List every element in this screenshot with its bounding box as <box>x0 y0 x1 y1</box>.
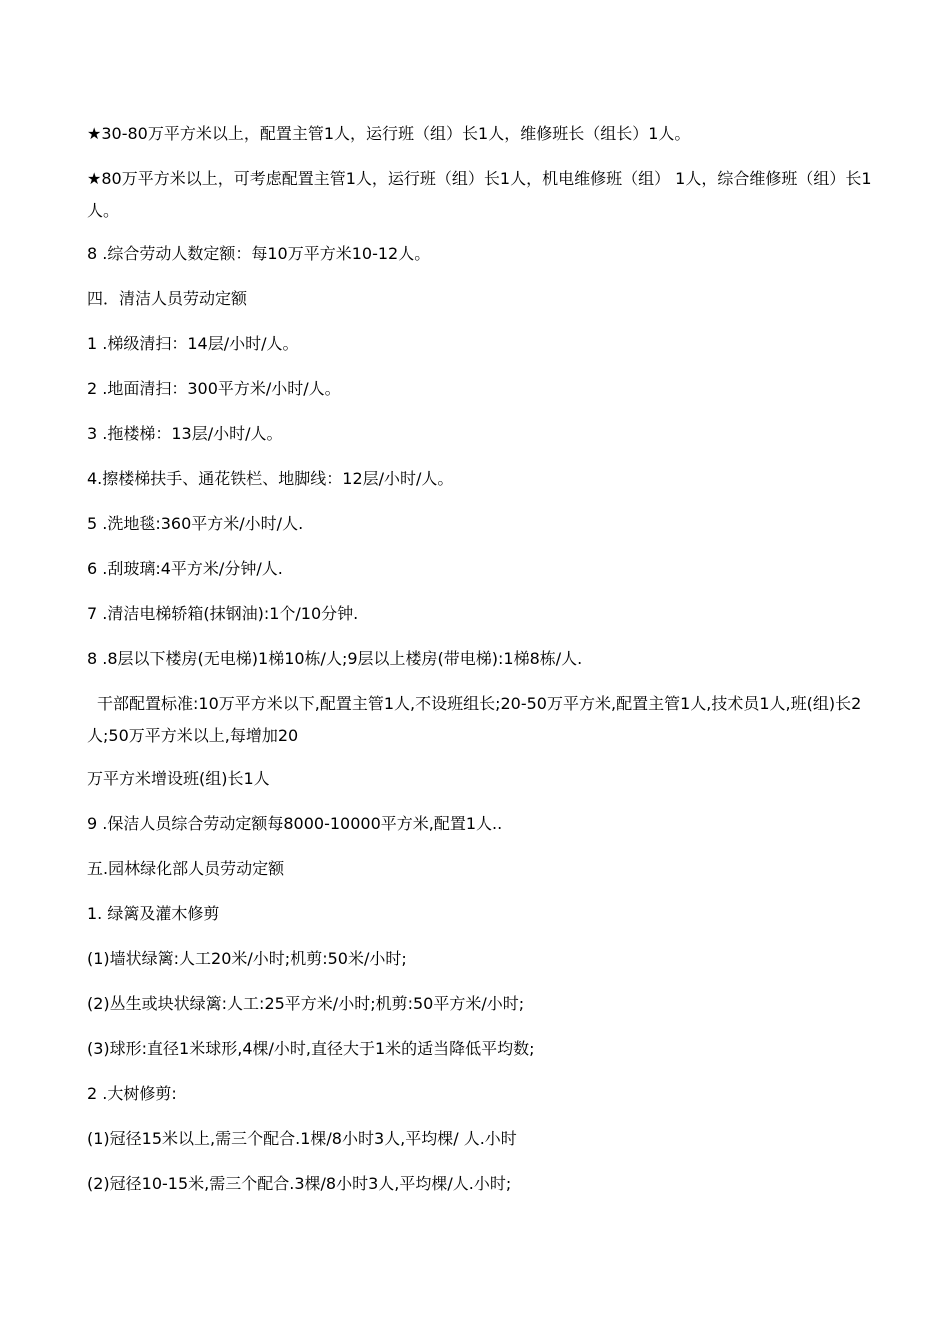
paragraph-comprehensive-quota: 8 .综合劳动人数定额：每10万平方米10-12人。 <box>87 244 431 263</box>
list-item-cleaner-quota: 9 .保洁人员综合劳动定额每8000-10000平方米,配置1人.. <box>87 814 503 833</box>
sub-item-crown-15m: (1)冠径15米以上,需三个配合.1棵/8小时3人,平均棵/ 人.小时 <box>87 1129 517 1148</box>
list-item-handrail-wiping: 4.擦楼梯扶手、通花铁栏、地脚线：12层/小时/人。 <box>87 469 454 488</box>
sub-item-clump-hedge: (2)丛生或块状绿篱:人工:25平方米/小时;机剪:50平方米/小时; <box>87 994 525 1013</box>
paragraph-staffing-80-plus: ★80万平方米以上，可考虑配置主管1人，运行班（组）长1人，机电维修班（组） 1人，综合维修班（组）长1人。 <box>87 169 872 220</box>
list-item-tree-pruning: 2 .大树修剪: <box>87 1084 177 1103</box>
list-item-stair-sweeping: 1 .梯级清扫：14层/小时/人。 <box>87 334 299 353</box>
list-item-glass-scraping: 6 .刮玻璃:4平方米/分钟/人. <box>87 559 283 578</box>
list-item-carpet-washing: 5 .洗地毯:360平方米/小时/人. <box>87 514 304 533</box>
section-heading-landscaping: 五.园林绿化部人员劳动定额 <box>87 859 285 878</box>
sub-item-wall-hedge: (1)墙状绿篱:人工20米/小时;机剪:50米/小时; <box>87 949 407 968</box>
list-item-stair-mopping: 3 .拖楼梯：13层/小时/人。 <box>87 424 283 443</box>
sub-item-ball-shape: (3)球形:直径1米球形,4棵/小时,直径大于1米的适当降低平均数; <box>87 1039 535 1058</box>
list-item-floor-sweeping: 2 .地面清扫：300平方米/小时/人。 <box>87 379 341 398</box>
list-item-elevator-cleaning: 7 .清洁电梯轿箱(抹钢油):1个/10分钟. <box>87 604 359 623</box>
paragraph-cadre-standard: 干部配置标准:10万平方米以下,配置主管1人,不设班组长;20-50万平方米,配置主管1人,技术员1人,班(组)长2人;50万平方米以上,每增加20 <box>87 694 862 745</box>
section-heading-cleaning: 四．清洁人员劳动定额 <box>87 289 248 308</box>
list-item-hedge-pruning: 1. 绿篱及灌木修剪 <box>87 904 220 923</box>
sub-item-crown-10-15m: (2)冠径10-15米,需三个配合.3棵/8小时3人,平均棵/人.小时; <box>87 1174 512 1193</box>
paragraph-staffing-30-80: ★30-80万平方米以上，配置主管1人，运行班（组）长1人，维修班长（组长）1人。 <box>87 124 691 143</box>
paragraph-cadre-standard-continued: 万平方米增设班(组)长1人 <box>87 769 270 788</box>
list-item-building-quota: 8 .8层以下楼房(无电梯)1梯10栋/人;9层以上楼房(带电梯):1梯8栋/人. <box>87 649 583 668</box>
